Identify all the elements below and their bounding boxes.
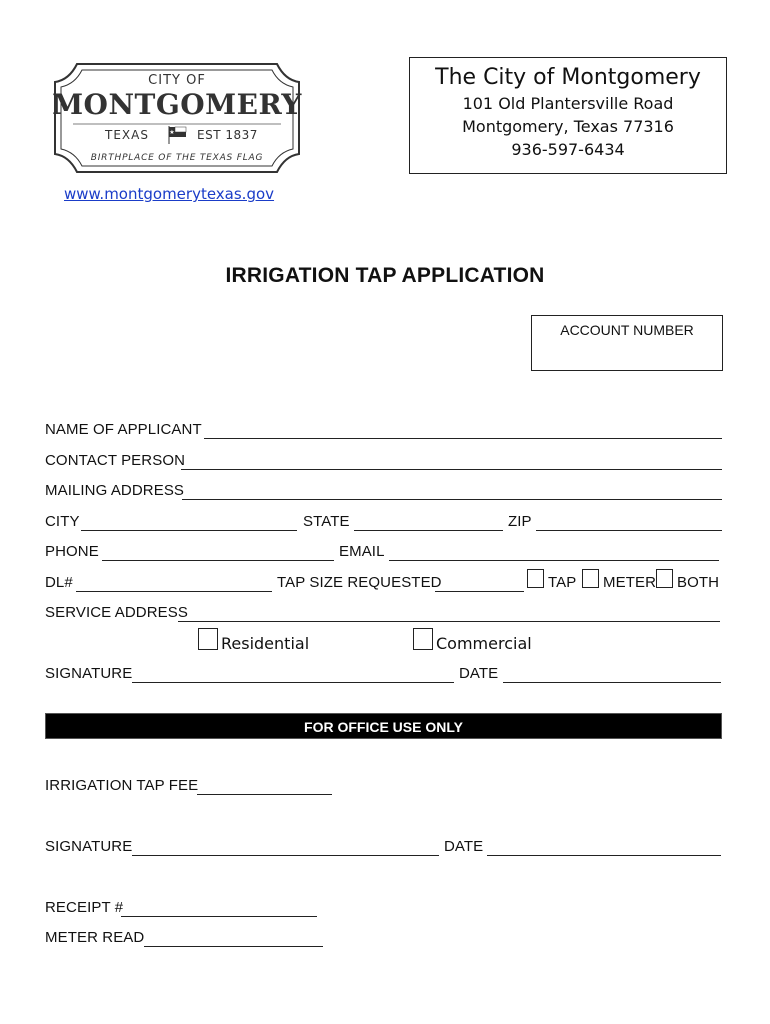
- form-title: IRRIGATION TAP APPLICATION: [225, 264, 545, 287]
- logo-est: EST 1837: [197, 128, 258, 142]
- address-city-line: Montgomery, Texas 77316: [462, 117, 674, 136]
- residential-label: Residential: [221, 634, 310, 653]
- zip-label: ZIP: [508, 513, 532, 530]
- office-use-header-text: FOR OFFICE USE ONLY: [304, 719, 463, 735]
- tap-size-label: TAP SIZE REQUESTED: [277, 574, 442, 591]
- address-street: 101 Old Plantersville Road: [462, 94, 674, 113]
- name-of-applicant-field[interactable]: [204, 438, 722, 439]
- both-checkbox[interactable]: [656, 569, 673, 588]
- receipt-label: RECEIPT #: [45, 899, 124, 916]
- tap-size-field[interactable]: [435, 591, 524, 592]
- mailing-address-label: MAILING ADDRESS: [45, 482, 185, 499]
- email-field[interactable]: [389, 560, 719, 561]
- meter-read-label: METER READ: [45, 929, 145, 946]
- name-of-applicant-label: NAME OF APPLICANT: [45, 421, 202, 438]
- contact-person-label: CONTACT PERSON: [45, 452, 186, 469]
- dl-field[interactable]: [76, 591, 272, 592]
- residential-checkbox[interactable]: [198, 628, 218, 650]
- zip-field[interactable]: [536, 530, 722, 531]
- address-title: The City of Montgomery: [435, 65, 701, 90]
- meter-checkbox-label: METER: [603, 574, 656, 591]
- date-field[interactable]: [503, 682, 721, 683]
- logo-tagline: BIRTHPLACE OF THE TEXAS FLAG: [90, 153, 264, 163]
- address-box: [409, 57, 727, 174]
- irrigation-tap-fee-field[interactable]: [197, 794, 332, 795]
- address-phone: 936-597-6434: [511, 140, 625, 159]
- account-number-label: ACCOUNT NUMBER: [560, 322, 694, 338]
- signature-label: SIGNATURE: [45, 665, 133, 682]
- city-field[interactable]: [81, 530, 297, 531]
- date-label: DATE: [459, 665, 499, 682]
- office-use-header: [45, 713, 722, 739]
- state-field[interactable]: [354, 530, 503, 531]
- phone-label: PHONE: [45, 543, 99, 560]
- office-signature-field[interactable]: [132, 855, 439, 856]
- meter-read-field[interactable]: [144, 946, 323, 947]
- tap-checkbox-label: TAP: [548, 574, 577, 591]
- state-label: STATE: [303, 513, 350, 530]
- both-checkbox-label: BOTH: [677, 574, 720, 591]
- signature-field[interactable]: [132, 682, 454, 683]
- tap-checkbox[interactable]: [527, 569, 544, 588]
- irrigation-tap-fee-label: IRRIGATION TAP FEE: [45, 777, 199, 794]
- commercial-checkbox[interactable]: [413, 628, 433, 650]
- svg-text:★: ★: [169, 130, 175, 136]
- office-signature-label: SIGNATURE: [45, 838, 133, 855]
- email-label: EMAIL: [339, 543, 385, 560]
- service-address-field[interactable]: [178, 621, 720, 622]
- meter-checkbox[interactable]: [582, 569, 599, 588]
- website-link[interactable]: www.montgomerytexas.gov: [64, 185, 275, 203]
- city-seal-logo: [47, 60, 307, 176]
- phone-field[interactable]: [102, 560, 334, 561]
- receipt-field[interactable]: [121, 916, 317, 917]
- city-label: CITY: [45, 513, 80, 530]
- dl-label: DL#: [45, 574, 73, 591]
- texas-flag-icon: [166, 124, 188, 144]
- logo-montgomery: MONTGOMERY: [52, 88, 302, 121]
- logo-texas: TEXAS: [105, 128, 149, 142]
- mailing-address-field[interactable]: [182, 499, 722, 500]
- service-address-label: SERVICE ADDRESS: [45, 604, 188, 621]
- office-date-field[interactable]: [487, 855, 721, 856]
- contact-person-field[interactable]: [181, 469, 722, 470]
- account-number-box[interactable]: [531, 315, 723, 371]
- logo-city-of: CITY OF: [148, 73, 206, 88]
- office-date-label: DATE: [444, 838, 484, 855]
- commercial-label: Commercial: [436, 634, 532, 653]
